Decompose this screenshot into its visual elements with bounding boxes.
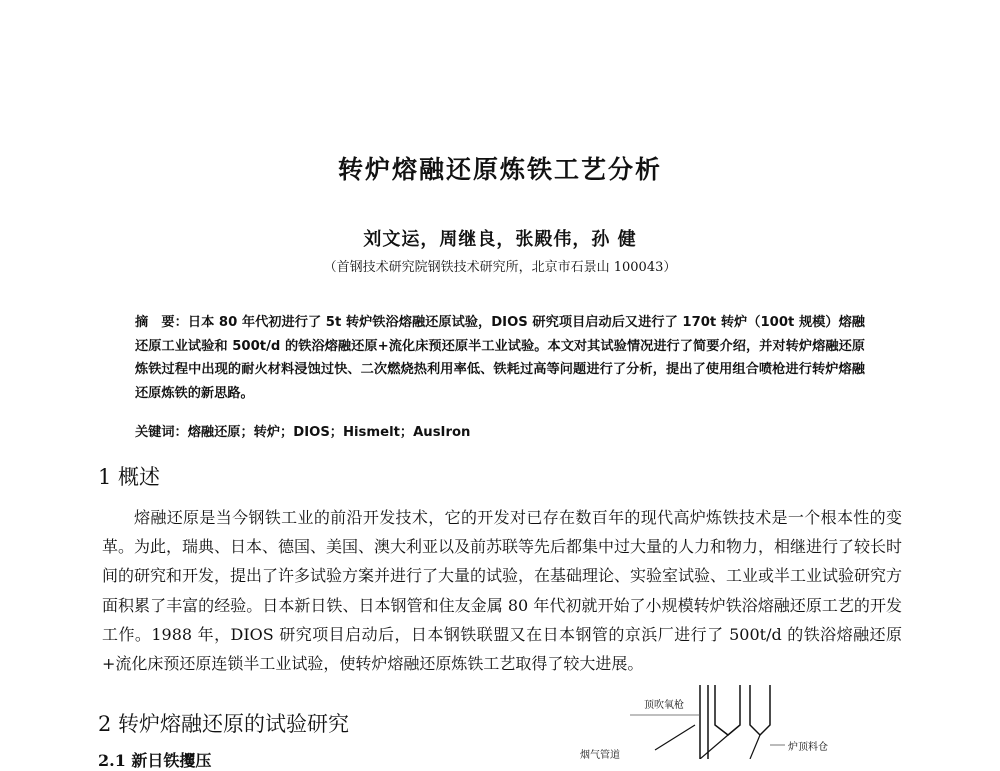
figure-label-top-lance: 顶吹氧枪 (644, 700, 684, 711)
keywords-label: 关键词： (135, 425, 188, 440)
converter-diagram (560, 680, 880, 759)
subsection-2-1-heading: 2.1 新日铁攫压 (98, 751, 212, 770)
section-2-heading: 2 转炉熔融还原的试验研究 (98, 712, 350, 736)
keywords (135, 421, 865, 440)
figure-label-flue: 烟气管道 (580, 750, 620, 761)
feed-chute (750, 735, 760, 759)
abstract-text: 日本 80 年代初进行了 5t 转炉铁浴熔融还原试验，DIOS 研究项目启动后又进行了 170t 转炉（100t 规模）熔融还原工业试验和 500t/d 的铁浴熔融还原+流化床预还原半工业试验。本文对其试验情况进行了简要介绍，并对转炉熔融还原炼铁过程中出现的耐火材料浸蚀过快、二次燃烧热利用率低、铁耗过高等问题进行了分析，提出了使用组合喷枪进行转炉熔融还原炼铁的新思路。 (135, 315, 865, 401)
section-1-paragraph: 熔融还原是当今钢铁工业的前沿开发技术，它的开发对已存在数百年的现代高炉炼铁技术是一个根本性的变革。为此，瑞典、日本、德国、美国、澳大利亚以及前苏联等先后都集中过大量的人力和物力，相继进行了较长时间的研究和开发，提出了许多试验方案并进行了大量的试验，在基础理论、实验室试验、工业或半工业试验研究方面积累了丰富的经验。日本新日铁、日本钢管和住友金属 80 年代初就开始了小规模转炉铁浴熔融还原工艺的开发工作。1988 年，DIOS 研究项目启动后，日本钢铁联盟又在日本钢管的京浜厂进行了 500t/d 的铁浴熔融还原+流化床预还原连锁半工业试验，使转炉熔融还原炼铁工艺取得了较大进展。 (102, 508, 903, 674)
hopper-outline (715, 685, 740, 735)
section-1-heading: 1 概述 (98, 465, 161, 489)
abstract (135, 311, 865, 405)
figure-label-hopper: 炉顶料仓 (788, 742, 828, 753)
hopper-outline (750, 685, 770, 735)
abstract-label: 摘 要： (135, 315, 188, 330)
paper-title: 转炉熔融还原炼铁工艺分析 (337, 155, 662, 184)
affiliation: （首钢技术研究院钢铁技术研究所，北京市石景山 100043） (323, 260, 677, 275)
keywords-text: 熔融还原；转炉；DIOS；Hismelt；AusIron (187, 425, 471, 440)
feed-chute (700, 735, 728, 759)
author-list: 刘文运，周继良，张殿伟，孙 健 (363, 229, 637, 250)
flue-duct (655, 725, 695, 750)
